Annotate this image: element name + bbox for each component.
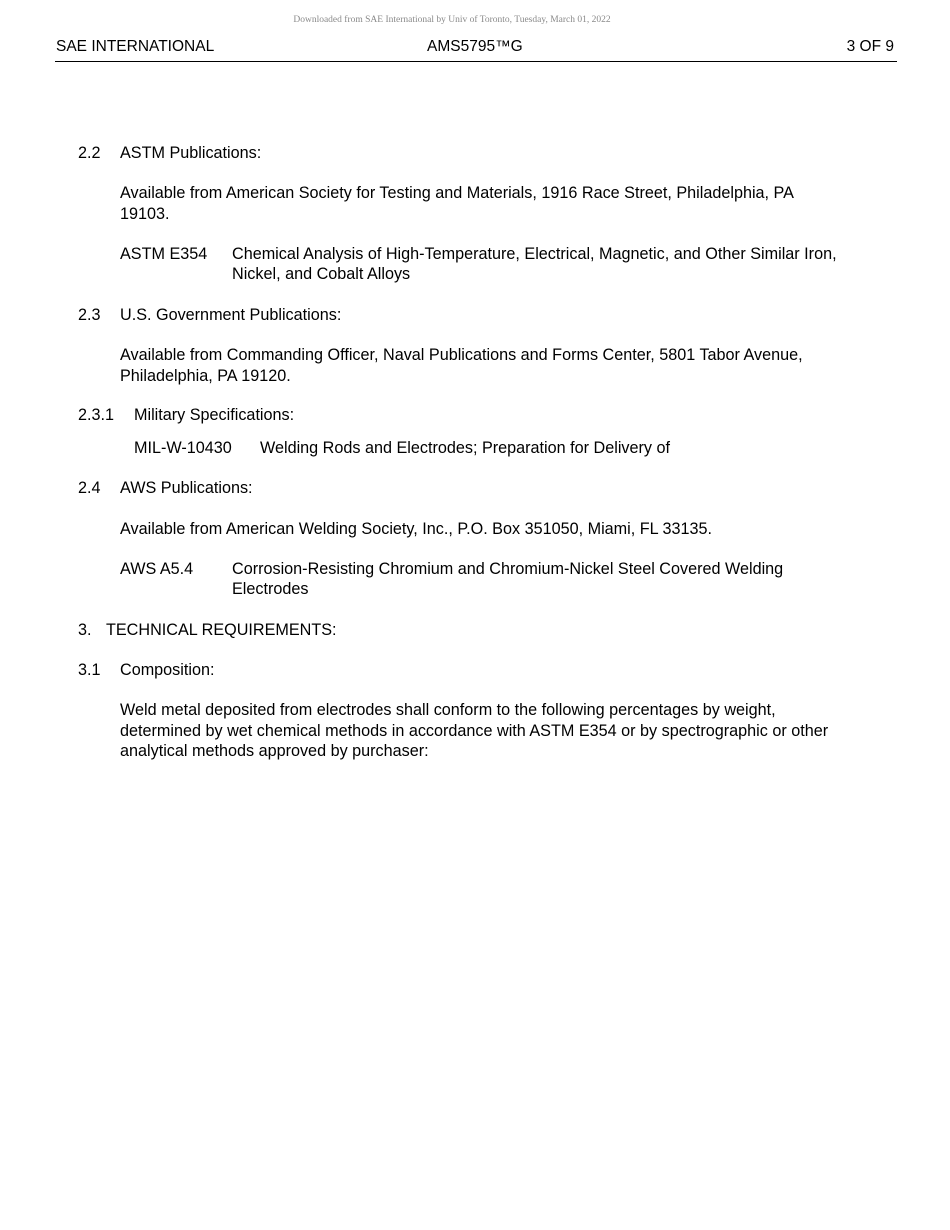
section-2-4-title: AWS Publications: bbox=[120, 479, 253, 497]
header-rule bbox=[55, 61, 897, 62]
section-3-1-body-line-3: analytical methods approved by purchaser: bbox=[120, 742, 429, 760]
header-page-number: 3 OF 9 bbox=[846, 38, 894, 55]
section-2-2-availability-line-1: Available from American Society for Testing and Materials, 1916 Race Street, Philadelphia, PA bbox=[120, 184, 794, 202]
astm-e354-title-line-1: Chemical Analysis of High-Temperature, Electrical, Magnetic, and Other Similar Iron, bbox=[232, 245, 837, 263]
section-2-3-title: U.S. Government Publications: bbox=[120, 306, 342, 324]
section-2-3-1-number: 2.3.1 bbox=[78, 406, 115, 424]
section-3-number: 3. bbox=[78, 621, 92, 639]
section-3-1-title: Composition: bbox=[120, 661, 215, 679]
aws-a5-4-title-line-2: Electrodes bbox=[232, 580, 309, 598]
section-3-title: TECHNICAL REQUIREMENTS: bbox=[106, 621, 337, 639]
section-2-4-availability-line-1: Available from American Welding Society, Inc., P.O. Box 351050, Miami, FL 33135. bbox=[120, 520, 713, 538]
astm-e354-code: ASTM E354 bbox=[120, 245, 208, 263]
header-publisher: SAE INTERNATIONAL bbox=[56, 38, 215, 55]
section-2-3-1-title: Military Specifications: bbox=[134, 406, 295, 424]
mil-w-10430-code: MIL-W-10430 bbox=[134, 439, 232, 457]
aws-a5-4-title-line-1: Corrosion-Resisting Chromium and Chromium-Nickel Steel Covered Welding bbox=[232, 560, 784, 578]
download-watermark: Downloaded from SAE International by Univ of Toronto, Tuesday, March 01, 2022 bbox=[293, 15, 611, 25]
section-2-2-number: 2.2 bbox=[78, 144, 101, 162]
section-2-2-title: ASTM Publications: bbox=[120, 144, 262, 162]
section-3-1-body-line-2: determined by wet chemical methods in accordance with ASTM E354 or by spectrographic or other bbox=[120, 722, 829, 740]
astm-e354-title-line-2: Nickel, and Cobalt Alloys bbox=[232, 265, 411, 283]
section-2-3-availability-line-2: Philadelphia, PA 19120. bbox=[120, 367, 291, 385]
header-document-id: AMS5795™G bbox=[427, 38, 523, 55]
section-2-3-availability-line-1: Available from Commanding Officer, Naval Publications and Forms Center, 5801 Tabor Avenue, bbox=[120, 346, 803, 364]
section-3-1-body-line-1: Weld metal deposited from electrodes shall conform to the following percentages by weight, bbox=[120, 701, 776, 719]
section-2-4-number: 2.4 bbox=[78, 479, 101, 497]
mil-w-10430-title: Welding Rods and Electrodes; Preparation for Delivery of bbox=[260, 439, 670, 457]
section-2-3-number: 2.3 bbox=[78, 306, 101, 324]
aws-a5-4-code: AWS A5.4 bbox=[120, 560, 194, 578]
section-3-1-number: 3.1 bbox=[78, 661, 101, 679]
section-2-2-availability-line-2: 19103. bbox=[120, 205, 170, 223]
